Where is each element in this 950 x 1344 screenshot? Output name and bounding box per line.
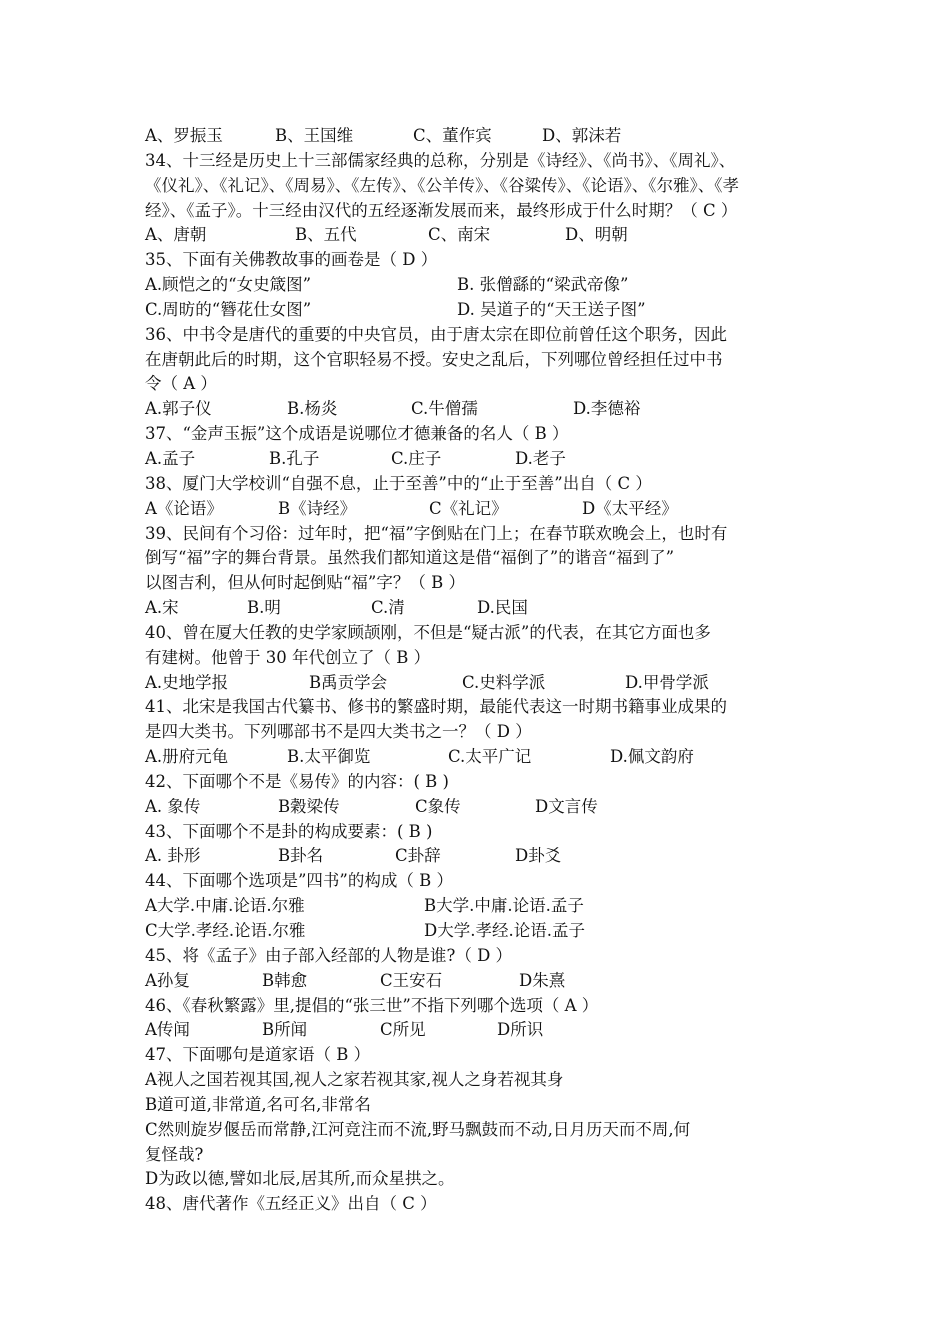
text-line: A视人之国若视其国,视人之家若视其家,视人之身若视其身	[145, 1070, 564, 1090]
answer-option: B《诗经》	[278, 498, 357, 518]
text-line	[145, 795, 810, 820]
answer-option: B.杨炎	[287, 399, 338, 419]
text-line	[145, 745, 810, 770]
answer-option: D.李德裕	[573, 399, 641, 419]
document-page	[145, 124, 810, 1217]
text-line	[145, 596, 810, 621]
answer-option: A. 象传	[145, 796, 201, 816]
answer-option: A大学.中庸.论语.尔雅	[145, 896, 305, 916]
answer-option: C王安石	[380, 970, 443, 990]
answer-option: C.史料学派	[462, 672, 546, 692]
text-line	[145, 1018, 810, 1043]
answer-option: A.孟子	[145, 448, 196, 468]
answer-option: A.顾恺之的“女史箴图”	[145, 275, 312, 295]
text-line: 有建树。他曾于 30 年代创立了（ B ）	[145, 647, 431, 667]
answer-option: D.佩文韵府	[610, 747, 694, 767]
text-line: 44、下面哪个选项是”四书”的构成（ B ）	[145, 871, 453, 891]
text-line: B道可道,非常道,名可名,非常名	[145, 1094, 371, 1114]
answer-option: D、明朝	[565, 225, 628, 245]
text-line: 42、下面哪个不是《易传》的内容：( B )	[145, 771, 449, 791]
answer-option: D.民国	[477, 598, 528, 618]
text-line: 以图吉利，但从何时起倒贴“福”字？（ B ）	[145, 573, 465, 593]
answer-option: C.太平广记	[448, 747, 532, 767]
text-line: 35、下面有关佛教故事的画卷是（ D ）	[145, 250, 438, 270]
text-line: 41、北宋是我国古代纂书、修书的繁盛时期，最能代表这一时期书籍事业成果的	[145, 697, 727, 717]
answer-option: D《太平经》	[582, 498, 678, 518]
answer-option: D.老子	[515, 448, 566, 468]
answer-option: A.册府元龟	[145, 747, 229, 767]
text-line	[145, 894, 810, 919]
answer-option: C象传	[415, 796, 461, 816]
answer-option: A、唐朝	[145, 225, 207, 245]
answer-option: C、董作宾	[413, 126, 492, 145]
answer-option: B.孔子	[269, 448, 320, 468]
text-line: 34、十三经是历史上十三部儒家经典的总称，分别是《诗经》、《尚书》、《周礼》、	[145, 150, 736, 170]
answer-option: A. 卦形	[145, 846, 201, 866]
text-line: 倒写“福”字的舞台背景。虽然我们都知道这是借“福倒了”的谐音“福到了”	[145, 548, 675, 568]
text-line: 45、将《孟子》由子部入经部的人物是谁?（ D ）	[145, 945, 513, 965]
answer-option: C.清	[371, 598, 405, 618]
text-line	[145, 969, 810, 994]
text-line: 46、《春秋繁露》里,提倡的“张三世”不指下列哪个选项（ A ）	[145, 995, 599, 1015]
answer-option: C、南宋	[428, 225, 491, 245]
answer-option: A.史地学报	[145, 672, 229, 692]
answer-option: B禹贡学会	[309, 672, 388, 692]
text-line: 40、曾在厦大任教的史学家顾颉刚，不但是“疑古派”的代表，在其它方面也多	[145, 622, 711, 642]
answer-option: D卦爻	[515, 846, 562, 866]
text-line	[145, 397, 810, 422]
answer-option: D文言传	[535, 796, 598, 816]
answer-option: B卦名	[278, 846, 324, 866]
text-line: 令（ A ）	[145, 374, 217, 394]
text-line: 39、民间有个习俗：过年时，把“福”字倒贴在门上；在春节联欢晚会上，也时有	[145, 523, 728, 543]
answer-option: D.甲骨学派	[625, 672, 709, 692]
text-line: C然则旋岁偃岳而常静,江河竞注而不流,野马飘鼓而不动,日月历天而不周,何	[145, 1119, 691, 1139]
text-line: 38、厦门大学校训“自强不息，止于至善”中的“止于至善”出自（ C ）	[145, 473, 652, 493]
text-line: 36、中书令是唐代的重要的中央官员，由于唐太宗在即位前曾任这个职务，因此	[145, 324, 727, 344]
text-line	[145, 223, 810, 248]
text-line: 是四大类书。下列哪部书不是四大类书之一？（ D ）	[145, 722, 532, 742]
answer-option: B. 张僧繇的“梁武帝像”	[457, 275, 629, 295]
answer-option: C.牛僧孺	[411, 399, 478, 419]
answer-option: D所识	[497, 1020, 544, 1040]
answer-option: B、王国维	[275, 126, 354, 145]
answer-option: A.宋	[145, 598, 179, 618]
answer-option: A孙复	[145, 970, 190, 990]
text-line	[145, 844, 810, 869]
answer-option: B穀梁传	[278, 796, 340, 816]
answer-option: C大学.孝经.论语.尔雅	[145, 921, 306, 940]
text-line	[145, 919, 810, 944]
text-line: 复怪哉?	[145, 1144, 204, 1164]
answer-option: D朱熹	[519, 970, 566, 990]
text-line: 47、下面哪句是道家语（ B ）	[145, 1045, 371, 1065]
answer-option: C.庄子	[391, 448, 442, 468]
answer-option: A《论语》	[145, 498, 223, 518]
text-line	[145, 124, 810, 149]
answer-option: C所见	[380, 1020, 426, 1040]
answer-option: C《礼记》	[429, 498, 508, 518]
answer-option: B韩愈	[262, 970, 308, 990]
text-line: 经》、《孟子》。十三经由汉代的五经逐渐发展而来，最终形成于什么时期？（ C ）	[145, 200, 738, 220]
answer-option: B所闻	[262, 1020, 308, 1040]
answer-option: A传闻	[145, 1020, 190, 1040]
answer-option: A、罗振玉	[145, 126, 223, 145]
answer-option: C卦辞	[395, 846, 441, 866]
text-line: 43、下面哪个不是卦的构成要素：( B )	[145, 821, 433, 841]
text-line	[145, 497, 810, 522]
text-line: 48、唐代著作《五经正义》出自（ C ）	[145, 1194, 437, 1214]
answer-option: D. 吴道子的“天王送子图”	[457, 299, 646, 319]
answer-option: D、郭沫若	[542, 126, 622, 145]
answer-option: B大学.中庸.论语.孟子	[424, 896, 584, 916]
answer-option: B、五代	[295, 225, 357, 245]
text-line	[145, 671, 810, 696]
answer-option: D大学.孝经.论语.孟子	[424, 921, 585, 940]
answer-option: A.郭子仪	[145, 399, 212, 419]
text-line	[145, 298, 810, 323]
answer-option: C.周昉的“簪花仕女图”	[145, 299, 312, 319]
text-line: 在唐朝此后的时期，这个官职轻易不授。安史之乱后，下列哪位曾经担任过中书	[145, 349, 723, 369]
text-line	[145, 447, 810, 472]
text-line: 《仪礼》、《礼记》、《周易》、《左传》、《公羊传》、《谷粱传》、《论语》、《尔雅》、《孝	[145, 175, 739, 195]
text-line: D为政以德,譬如北辰,居其所,而众星拱之。	[145, 1169, 455, 1189]
answer-option: B.太平御览	[287, 747, 371, 767]
text-line: 37、“金声玉振”这个成语是说哪位才德兼备的名人（ B ）	[145, 424, 569, 444]
answer-option: B.明	[247, 598, 281, 618]
text-line	[145, 273, 810, 298]
